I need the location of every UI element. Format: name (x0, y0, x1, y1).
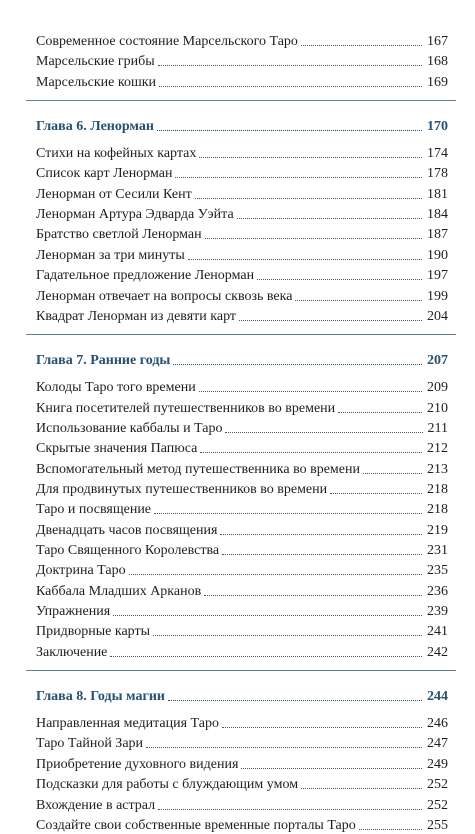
chapter-heading[interactable] (36, 116, 448, 135)
chapter-heading[interactable] (36, 350, 448, 369)
toc-entry-page-number: 169 (427, 74, 448, 90)
toc-entry-page-number: 168 (427, 54, 448, 70)
toc-entry-title: Каббала Младших Арканов (36, 583, 202, 599)
toc-entry[interactable] (36, 72, 448, 91)
toc-entry-title: Таро Священного Королевства (36, 543, 220, 558)
chapter-heading-title: Глава 7. Ранние годы (36, 353, 171, 369)
toc-entry[interactable] (36, 306, 448, 325)
toc-entry-page-number: 213 (427, 461, 448, 477)
toc-entry[interactable] (36, 499, 448, 518)
dot-leader (195, 198, 422, 199)
toc-entry-page-number: 211 (427, 420, 448, 436)
dot-leader (220, 534, 422, 535)
dot-leader (146, 747, 422, 748)
toc-entry-title: Направленная медитация Таро (36, 716, 219, 732)
toc-entry-title: Создайте свои собственные временные порталы Таро (36, 817, 356, 833)
toc-entry-page-number: 199 (427, 288, 448, 304)
chapter-heading-page-number: 170 (427, 119, 448, 135)
toc-entry[interactable] (36, 520, 448, 539)
toc-entry-title: Марсельские кошки (36, 74, 157, 90)
dot-leader (175, 177, 422, 178)
dot-leader (257, 279, 422, 280)
toc-entry[interactable] (36, 265, 448, 284)
toc-entry-page-number: 242 (427, 644, 448, 660)
dot-leader (199, 391, 422, 392)
dot-leader (363, 473, 422, 474)
dot-leader (173, 364, 422, 365)
dot-leader (330, 493, 422, 494)
dot-leader (295, 300, 422, 301)
toc-entry[interactable] (36, 31, 448, 50)
toc-entry-page-number: 252 (427, 777, 448, 793)
dot-leader (154, 513, 422, 514)
toc-entry-page-number: 197 (427, 268, 448, 284)
toc-entry[interactable] (36, 245, 448, 264)
toc-entry[interactable] (36, 733, 448, 752)
dot-leader (359, 829, 422, 830)
dot-leader (158, 65, 422, 66)
toc-entry[interactable] (36, 398, 448, 417)
dot-leader (204, 595, 422, 596)
toc-entry-page-number: 239 (427, 604, 448, 620)
toc-entry-page-number: 184 (427, 207, 448, 223)
toc-entry-page-number: 218 (427, 502, 448, 518)
dot-leader (205, 238, 422, 239)
toc-entry-title: Современное состояние Марсельского Таро (36, 34, 298, 49)
toc-entry[interactable] (36, 418, 448, 437)
toc-entry-page-number: 249 (427, 756, 448, 772)
toc-entry-page-number: 178 (427, 166, 448, 182)
toc-entry-title: Таро и посвящение (36, 502, 152, 518)
toc-entry-page-number: 235 (427, 563, 448, 579)
dot-leader (225, 432, 422, 433)
toc-entry[interactable] (36, 621, 448, 640)
toc-entry-title: Ленорман Артура Эдварда Уэйта (36, 207, 234, 223)
chapter-divider (26, 670, 456, 671)
dot-leader (153, 635, 422, 636)
dot-leader (237, 218, 422, 219)
toc-entry-title: Ленорман за три минуты (36, 247, 185, 263)
toc-entry-page-number: 204 (427, 308, 448, 324)
toc-entry[interactable] (36, 438, 448, 457)
toc-entry-page-number: 255 (427, 817, 448, 833)
toc-entry[interactable] (36, 642, 448, 661)
toc-entry-title: Вспомогательный метод путешественника во времени (36, 461, 360, 477)
toc-entry-page-number: 167 (427, 34, 448, 49)
dot-leader (168, 700, 422, 701)
toc-entry[interactable] (36, 224, 448, 243)
toc-entry-page-number: 212 (427, 441, 448, 457)
toc-entry-page-number: 219 (427, 522, 448, 538)
toc-entry-title: Заключение (36, 644, 108, 660)
toc-entry-page-number: 247 (427, 736, 448, 752)
toc-entry-title: Вхождение в астрал (36, 797, 156, 813)
dot-leader (301, 788, 422, 789)
dot-leader (158, 809, 422, 810)
toc-entry[interactable] (36, 143, 448, 162)
dot-leader (338, 412, 422, 413)
toc-entry[interactable] (36, 459, 448, 478)
toc-entry[interactable] (36, 713, 448, 732)
dot-leader (241, 768, 422, 769)
toc-entry[interactable] (36, 163, 448, 182)
toc-entry-page-number: 231 (427, 543, 448, 558)
dot-leader (188, 259, 422, 260)
toc-entry-title: Ленорман от Сесили Кент (36, 186, 192, 202)
toc-entry-title: Подсказки для работы с блуждающим умом (36, 777, 299, 793)
toc-entry-title: Доктрина Таро (36, 563, 126, 579)
chapter-heading-title: Глава 8. Годы магии (36, 689, 165, 705)
toc-entry-title: Таро Тайной Зари (36, 736, 144, 752)
dot-leader (113, 615, 422, 616)
toc-entry[interactable] (36, 377, 448, 396)
toc-entry-page-number: 241 (427, 624, 448, 640)
toc-entry-page-number: 187 (427, 227, 448, 243)
dot-leader (222, 727, 422, 728)
toc-entry-page-number: 252 (427, 797, 448, 813)
toc-entry-title: Двенадцать часов посвящения (36, 522, 218, 538)
chapter-divider (26, 100, 456, 101)
toc-entry-title: Придворные карты (36, 624, 150, 640)
toc-entry[interactable] (36, 581, 448, 600)
toc-entry[interactable] (36, 479, 448, 498)
toc-entry-title: Скрытые значения Папюса (36, 441, 198, 457)
toc-entry[interactable] (36, 815, 448, 834)
toc-entry[interactable] (36, 774, 448, 793)
toc-entry-title: Использование каббалы и Таро (36, 420, 223, 436)
toc-entry-title: Гадательное предложение Ленорман (36, 268, 255, 284)
toc-entry-page-number: 210 (427, 400, 448, 416)
chapter-heading-page-number: 207 (427, 353, 448, 369)
dot-leader (301, 45, 422, 46)
toc-entry[interactable] (36, 795, 448, 814)
toc-entry[interactable] (36, 286, 448, 305)
toc-entry-title: Для продвинутых путешественников во времени (36, 481, 328, 497)
dot-leader (222, 554, 422, 555)
toc-entry-page-number: 190 (427, 247, 448, 263)
toc-entry[interactable] (36, 51, 448, 70)
toc-entry-title: Приобретение духовного видения (36, 756, 239, 772)
dot-leader (239, 320, 422, 321)
toc-entry-page-number: 246 (427, 716, 448, 732)
toc-entry-title: Ленорман отвечает на вопросы сквозь века (36, 288, 293, 304)
toc-entry-page-number: 209 (427, 380, 448, 396)
toc-entry-page-number: 218 (427, 481, 448, 497)
toc-entry-title: Упражнения (36, 604, 111, 620)
toc-entry[interactable] (36, 560, 448, 579)
toc-entry-title: Книга посетителей путешественников во времени (36, 400, 336, 416)
toc-entry-title: Стихи на кофейных картах (36, 146, 197, 162)
toc-entry-title: Колоды Таро того времени (36, 380, 196, 396)
toc-entry-page-number: 174 (427, 146, 448, 162)
chapter-heading-page-number: 244 (427, 689, 448, 705)
toc-entry-title: Квадрат Ленорман из девяти карт (36, 308, 237, 324)
toc-entry-page-number: 236 (427, 583, 448, 599)
dot-leader (159, 86, 422, 87)
chapter-heading-title: Глава 6. Ленорман (36, 119, 154, 135)
toc-entry[interactable] (36, 601, 448, 620)
toc-entry-title: Братство светлой Ленорман (36, 227, 202, 243)
toc-entry[interactable] (36, 754, 448, 773)
toc-entry-title: Марсельские грибы (36, 54, 155, 70)
dot-leader (110, 656, 422, 657)
dot-leader (129, 574, 422, 575)
toc-entry-title: Список карт Ленорман (36, 166, 173, 182)
dot-leader (200, 452, 422, 453)
toc-entry[interactable] (36, 184, 448, 203)
chapter-divider (26, 334, 456, 335)
toc-entry-page-number: 181 (427, 186, 448, 202)
chapter-heading[interactable] (36, 686, 448, 705)
dot-leader (199, 157, 422, 158)
dot-leader (157, 130, 422, 131)
toc-entry[interactable] (36, 204, 448, 223)
toc-entry[interactable] (36, 540, 448, 559)
